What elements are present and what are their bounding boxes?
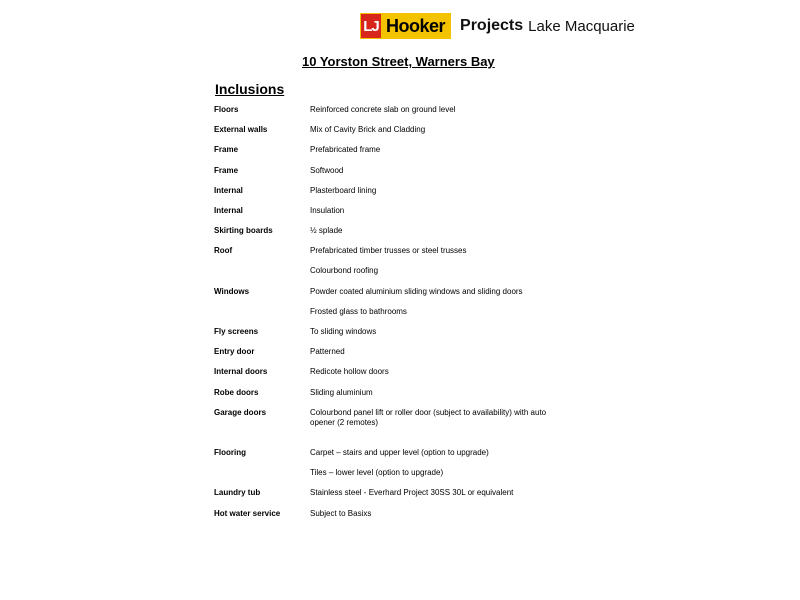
inclusion-label: Robe doors	[214, 388, 259, 397]
inclusion-value: Prefabricated timber trusses or steel trusses	[310, 246, 467, 255]
inclusion-value: Insulation	[310, 206, 345, 215]
inclusion-label: Laundry tub	[214, 488, 261, 497]
inclusion-value: Patterned	[310, 347, 345, 356]
inclusion-value: Plasterboard lining	[310, 186, 377, 195]
inclusion-label: Windows	[214, 287, 250, 296]
inclusion-label: Frame	[214, 145, 239, 154]
inclusion-value: Stainless steel - Everhard Project 30SS 30L or equivalent	[310, 488, 514, 497]
inclusion-value: To sliding windows	[310, 327, 377, 336]
inclusion-label: Frame	[214, 166, 239, 175]
inclusions-heading: Inclusions	[215, 81, 285, 97]
inclusion-label: External walls	[214, 125, 268, 134]
inclusion-value: Subject to Basixs	[310, 509, 372, 518]
inclusion-value: ½ splade	[310, 226, 343, 235]
inclusion-value: Powder coated aluminium sliding windows and sliding doors	[310, 287, 523, 296]
inclusion-label: Fly screens	[214, 327, 259, 336]
inclusion-label: Internal doors	[214, 367, 268, 376]
property-address: 10 Yorston Street, Warners Bay	[302, 54, 495, 69]
logo-projects: Projects	[460, 17, 524, 34]
inclusion-value: Carpet – stairs and upper level (option to upgrade)	[310, 448, 489, 457]
inclusion-value: Mix of Cavity Brick and Cladding	[310, 125, 426, 134]
inclusion-value: Redicote hollow doors	[310, 367, 389, 376]
inclusion-label: Skirting boards	[214, 226, 273, 235]
logo-location: Lake Macquarie	[528, 17, 635, 35]
inclusion-value: Colourbond panel lift or roller door (subject to availability) with auto opener (2 remotes)	[310, 408, 547, 427]
inclusion-label: Entry door	[214, 347, 255, 356]
inclusion-label: Floors	[214, 105, 239, 114]
inclusion-label: Flooring	[214, 448, 246, 457]
logo-brand: Hooker	[382, 13, 451, 39]
inclusion-value: Colourbond roofing	[310, 266, 379, 275]
logo-mark: LJ	[360, 13, 382, 39]
inclusion-value: Prefabricated frame	[310, 145, 381, 154]
inclusion-label: Internal	[214, 206, 243, 215]
inclusion-label: Internal	[214, 186, 243, 195]
inclusion-label: Hot water service	[214, 509, 281, 518]
inclusion-label: Roof	[214, 246, 233, 255]
inclusion-label: Garage doors	[214, 408, 267, 417]
inclusion-value: Softwood	[310, 166, 344, 175]
inclusion-value: Reinforced concrete slab on ground level	[310, 105, 456, 114]
inclusion-value: Sliding aluminium	[310, 388, 373, 397]
inclusion-value: Frosted glass to bathrooms	[310, 307, 407, 316]
inclusion-value: Tiles – lower level (option to upgrade)	[310, 468, 444, 477]
lj-hooker-logo	[360, 12, 635, 40]
